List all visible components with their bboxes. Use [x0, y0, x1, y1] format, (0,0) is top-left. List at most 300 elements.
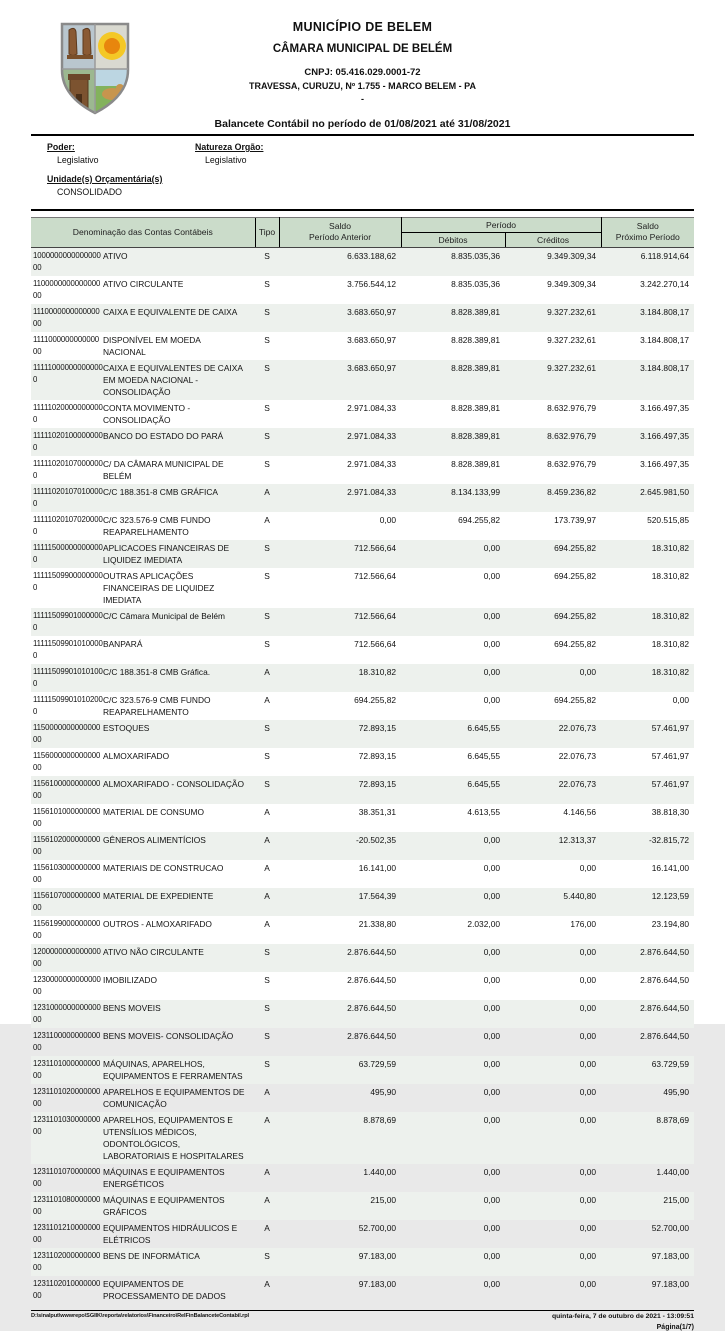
- cell-previous-balance: 694.255,82: [354, 694, 397, 705]
- cell-description: MÁQUINAS, APARELHOS, EQUIPAMENTOS E FERRAMENTAS: [103, 1058, 243, 1081]
- cell-type: A: [264, 486, 270, 497]
- cell-debits: 8.828.389,81: [451, 402, 501, 413]
- table-row: [31, 608, 694, 636]
- cell-debits: 8.828.389,81: [451, 458, 501, 469]
- table-row: [31, 456, 694, 484]
- cell-next-balance: 3.184.808,17: [640, 362, 690, 373]
- cell-next-balance: 3.184.808,17: [640, 306, 690, 317]
- cell-type: S: [264, 430, 270, 441]
- cell-debits: 8.134.133,99: [451, 486, 501, 497]
- cell-description: MÁQUINAS E EQUIPAMENTOS ENERGÉTICOS: [103, 1166, 225, 1189]
- cell-type: S: [264, 542, 270, 553]
- table-row: [31, 1164, 694, 1192]
- cell-next-balance: 6.118.914,64: [640, 250, 690, 261]
- cell-next-balance: 97.183,00: [651, 1278, 690, 1289]
- table-row: [31, 692, 694, 720]
- cell-account: 115610700000000000: [33, 890, 101, 912]
- cell-previous-balance: 8.878,69: [363, 1114, 397, 1125]
- cell-debits: 2.032,00: [467, 918, 501, 929]
- table-row: [31, 748, 694, 776]
- cell-debits: 0,00: [483, 1030, 501, 1041]
- cell-account: 111115099010101000: [33, 666, 103, 688]
- cell-type: S: [264, 1058, 270, 1069]
- cell-next-balance: 2.876.644,50: [640, 946, 690, 957]
- poder-label: Poder:: [47, 142, 75, 152]
- col-header-saldo-anterior: [279, 217, 401, 247]
- cell-credits: 4.146,56: [563, 806, 597, 817]
- cell-account: 123000000000000000: [33, 974, 101, 996]
- col-header-creditos: Créditos: [505, 232, 601, 247]
- cell-description: C/C Câmara Municipal de Belém: [103, 610, 225, 621]
- cell-next-balance: 8.878,69: [656, 1114, 690, 1125]
- cell-debits: 0,00: [483, 862, 501, 873]
- cell-account: 123110100000000000: [33, 1058, 101, 1080]
- cell-description: C/ DA CÂMARA MUNICIPAL DE BELÉM: [103, 458, 224, 481]
- table-row: [31, 247, 694, 276]
- cell-next-balance: 18.310,82: [651, 610, 690, 621]
- cell-description: ATIVO: [103, 250, 128, 261]
- cell-next-balance: 23.194,80: [651, 918, 690, 929]
- cell-credits: 8.459.236,82: [547, 486, 597, 497]
- cell-type: S: [264, 402, 270, 413]
- natureza-orgao-value: Legislativo: [205, 155, 247, 165]
- cell-previous-balance: 712.566,64: [354, 542, 397, 553]
- cell-debits: 0,00: [483, 1250, 501, 1261]
- address-text: TRAVESSA, CURUZU, Nº 1.755 - MARCO BELEM - PA: [249, 81, 476, 91]
- cell-account: 115610000000000000: [33, 778, 101, 800]
- cell-next-balance: 52.700,00: [651, 1222, 690, 1233]
- cell-credits: 694.255,82: [554, 570, 597, 581]
- cell-description: APARELHOS E EQUIPAMENTOS DE COMUNICAÇÃO: [103, 1086, 245, 1109]
- cell-credits: 694.255,82: [554, 694, 597, 705]
- table-row: [31, 276, 694, 304]
- cell-type: A: [264, 1278, 270, 1289]
- cell-debits: 6.645,55: [467, 750, 501, 761]
- cell-credits: 22.076,73: [558, 750, 597, 761]
- cell-description: MATERIAIS DE CONSTRUCAO: [103, 862, 224, 873]
- table-row: [31, 428, 694, 456]
- table-row: [31, 1248, 694, 1276]
- cell-debits: 0,00: [483, 1222, 501, 1233]
- cell-credits: 0,00: [579, 1166, 597, 1177]
- cell-previous-balance: 3.683.650,97: [347, 362, 397, 373]
- cell-debits: 0,00: [483, 1002, 501, 1013]
- cell-next-balance: 18.310,82: [651, 542, 690, 553]
- cell-previous-balance: 63.729,59: [358, 1058, 397, 1069]
- table-row: [31, 1028, 694, 1056]
- cell-credits: 8.632.976,79: [547, 430, 597, 441]
- cell-next-balance: 63.729,59: [651, 1058, 690, 1069]
- cell-credits: 9.349.309,34: [547, 250, 597, 261]
- table-row: [31, 360, 694, 400]
- cell-type: S: [264, 278, 270, 289]
- cell-debits: 8.828.389,81: [451, 430, 501, 441]
- cell-next-balance: 495,90: [663, 1086, 690, 1097]
- table-row: [31, 944, 694, 972]
- organization-name: CÂMARA MUNICIPAL DE BELÉM: [272, 43, 453, 55]
- cell-account: 115610300000000000: [33, 862, 101, 884]
- saldo-anterior-line1: Saldo: [329, 221, 351, 232]
- cell-credits: 0,00: [579, 1058, 597, 1069]
- cell-credits: 0,00: [579, 974, 597, 985]
- cell-account: 120000000000000000: [33, 946, 101, 968]
- table-row: [31, 332, 694, 360]
- table-row: [31, 636, 694, 664]
- cell-next-balance: 3.166.497,35: [640, 458, 690, 469]
- cell-previous-balance: 2.971.084,33: [347, 402, 397, 413]
- cell-previous-balance: 495,90: [370, 1086, 397, 1097]
- cell-next-balance: 12.123,59: [651, 890, 690, 901]
- cell-debits: 0,00: [483, 638, 501, 649]
- table-row: [31, 1112, 694, 1164]
- cell-debits: 0,00: [483, 1194, 501, 1205]
- cell-debits: 8.828.389,81: [451, 362, 501, 373]
- table-row: [31, 972, 694, 1000]
- cell-credits: 8.632.976,79: [547, 402, 597, 413]
- cell-description: ALMOXARIFADO: [103, 750, 170, 761]
- table-row: [31, 484, 694, 512]
- cell-type: S: [264, 722, 270, 733]
- cell-description: APLICACOES FINANCEIRAS DE LIQUIDEZ IMEDIATA: [103, 542, 230, 565]
- table-row: [31, 540, 694, 568]
- cell-account: 115600000000000000: [33, 750, 101, 772]
- cell-account: 111110200000000000: [33, 402, 103, 424]
- cell-next-balance: 97.183,00: [651, 1250, 690, 1261]
- cell-credits: 694.255,82: [554, 542, 597, 553]
- cell-account: 123110200000000000: [33, 1250, 101, 1272]
- cell-next-balance: 2.876.644,50: [640, 1002, 690, 1013]
- cell-previous-balance: -20.502,35: [355, 834, 397, 845]
- cell-debits: 0,00: [483, 1114, 501, 1125]
- cell-debits: 4.613,55: [467, 806, 501, 817]
- cell-debits: 0,00: [483, 1086, 501, 1097]
- unidades-orcamentarias-value: CONSOLIDADO: [57, 187, 123, 197]
- cell-type: S: [264, 570, 270, 581]
- cell-next-balance: 3.166.497,35: [640, 430, 690, 441]
- cell-description: EQUIPAMENTOS HIDRÁULICOS E ELÉTRICOS: [103, 1222, 238, 1245]
- cell-previous-balance: 17.564,39: [358, 890, 397, 901]
- table-row: [31, 400, 694, 428]
- cell-credits: 0,00: [579, 1114, 597, 1125]
- cell-previous-balance: 2.876.644,50: [347, 974, 397, 985]
- cell-account: 110000000000000000: [33, 278, 101, 300]
- cell-credits: 0,00: [579, 1002, 597, 1013]
- cell-next-balance: 38.818,30: [651, 806, 690, 817]
- cell-previous-balance: 712.566,64: [354, 638, 397, 649]
- cell-debits: 0,00: [483, 1166, 501, 1177]
- cell-account: 123110102000000000: [33, 1086, 101, 1108]
- cell-debits: 0,00: [483, 570, 501, 581]
- cell-description: ATIVO CIRCULANTE: [103, 278, 184, 289]
- cell-next-balance: 18.310,82: [651, 638, 690, 649]
- cell-debits: 0,00: [483, 834, 501, 845]
- cell-account: 115610100000000000: [33, 806, 101, 828]
- cell-next-balance: 3.242.270,14: [640, 278, 690, 289]
- table-row: [31, 888, 694, 916]
- cell-description: MATERIAL DE EXPEDIENTE: [103, 890, 214, 901]
- cell-account: 123110108000000000: [33, 1194, 101, 1216]
- cell-account: 111110000000000000: [33, 362, 103, 384]
- cell-description: OUTROS - ALMOXARIFADO: [103, 918, 212, 929]
- cell-previous-balance: 3.756.544,12: [347, 278, 397, 289]
- cell-credits: 694.255,82: [554, 638, 597, 649]
- cell-account: 111100000000000000: [33, 334, 100, 356]
- cell-description: BANPARÁ: [103, 638, 143, 649]
- cell-debits: 0,00: [483, 1058, 501, 1069]
- cell-credits: 9.349.309,34: [547, 278, 597, 289]
- cell-type: S: [264, 250, 270, 261]
- cell-type: S: [264, 610, 270, 621]
- cell-account: 111115099010102000: [33, 694, 103, 716]
- title-divider-rule: [31, 134, 694, 136]
- cell-next-balance: 57.461,97: [651, 750, 690, 761]
- cell-type: S: [264, 334, 270, 345]
- cell-type: A: [264, 834, 270, 845]
- cell-next-balance: 2.876.644,50: [640, 1030, 690, 1041]
- cell-description: C/C 188.351-8 CMB Gráfica.: [103, 666, 211, 677]
- cell-type: A: [264, 806, 270, 817]
- cell-description: ALMOXARIFADO - CONSOLIDAÇÃO: [103, 778, 245, 789]
- cell-previous-balance: 6.633.188,62: [347, 250, 397, 261]
- cell-type: S: [264, 458, 270, 469]
- table-row: [31, 1000, 694, 1028]
- cell-next-balance: 57.461,97: [651, 778, 690, 789]
- col-header-tipo: Tipo: [255, 217, 279, 247]
- table-row: [31, 1056, 694, 1084]
- table-row: [31, 720, 694, 748]
- report-file-path: D:\sinalput\wwwrepo\SGIIK\reporta\relatorios\Financeiro\RelFinBalanceteContabil.rpl: [31, 1313, 249, 1320]
- cell-previous-balance: 215,00: [370, 1194, 397, 1205]
- natureza-orgao-label: Natureza Orgão:: [195, 142, 264, 152]
- cell-previous-balance: 21.338,80: [358, 918, 397, 929]
- cell-description: OUTRAS APLICAÇÕES FINANCEIRAS DE LIQUIDEZ IMEDIATA: [103, 570, 215, 605]
- cell-account: 123110103000000000: [33, 1114, 101, 1136]
- page-number: Página(1/7): [656, 1324, 694, 1331]
- cell-next-balance: 2.876.644,50: [640, 974, 690, 985]
- cell-type: S: [264, 778, 270, 789]
- cell-previous-balance: 97.183,00: [358, 1278, 397, 1289]
- cell-previous-balance: 97.183,00: [358, 1250, 397, 1261]
- cell-description: CONTA MOVIMENTO - CONSOLIDAÇÃO: [103, 402, 191, 425]
- cell-debits: 0,00: [483, 1278, 501, 1289]
- cell-debits: 0,00: [483, 694, 501, 705]
- cell-credits: 0,00: [579, 862, 597, 873]
- cell-debits: 6.645,55: [467, 778, 501, 789]
- cell-credits: 9.327.232,61: [547, 306, 597, 317]
- cell-account: 115619900000000000: [33, 918, 101, 940]
- cell-description: BENS DE INFORMÁTICA: [103, 1250, 200, 1261]
- report-meta: [47, 142, 694, 197]
- cell-previous-balance: 38.351,31: [358, 806, 397, 817]
- cell-previous-balance: 72.893,15: [358, 722, 397, 733]
- cell-debits: 8.835.035,36: [451, 278, 501, 289]
- cell-account: 123100000000000000: [33, 1002, 101, 1024]
- cell-credits: 694.255,82: [554, 610, 597, 621]
- cell-credits: 9.327.232,61: [547, 362, 597, 373]
- accounts-table: [31, 217, 694, 1304]
- cell-next-balance: 1.440,00: [656, 1166, 690, 1177]
- cell-next-balance: 0,00: [672, 694, 690, 705]
- cell-credits: 8.632.976,79: [547, 458, 597, 469]
- cell-account: 100000000000000000: [33, 250, 101, 272]
- cell-type: S: [264, 1002, 270, 1013]
- cell-type: A: [264, 1114, 270, 1125]
- table-row: [31, 512, 694, 540]
- cell-credits: 0,00: [579, 1222, 597, 1233]
- footer-rule: [31, 1310, 694, 1312]
- unidades-orcamentarias-label: Unidade(s) Orçamentária(s): [47, 174, 163, 184]
- cell-account: 123110121000000000: [33, 1222, 101, 1244]
- cell-account: 115000000000000000: [33, 722, 101, 744]
- cell-account: 111115099010100000: [33, 638, 103, 660]
- cell-description: EQUIPAMENTOS DE PROCESSAMENTO DE DADOS: [103, 1278, 226, 1301]
- cell-next-balance: 18.310,82: [651, 666, 690, 677]
- cell-account: 123110201000000000: [33, 1278, 101, 1300]
- cell-debits: 0,00: [483, 666, 501, 677]
- cell-previous-balance: 52.700,00: [358, 1222, 397, 1233]
- cell-previous-balance: 2.971.084,33: [347, 430, 397, 441]
- cell-account: 111115000000000000: [33, 542, 103, 564]
- document-header: [0, 0, 725, 136]
- col-header-debitos: Débitos: [401, 232, 505, 247]
- cell-debits: 8.828.389,81: [451, 334, 501, 345]
- cell-type: A: [264, 666, 270, 677]
- cell-account: 111115099010000000: [33, 610, 103, 632]
- accounts-table-body: [31, 247, 694, 1304]
- saldo-proximo-line1: Saldo: [636, 221, 659, 232]
- cell-type: S: [264, 946, 270, 957]
- cell-account: 123110107000000000: [33, 1166, 101, 1188]
- generated-datetime: quinta-feira, 7 de outubro de 2021 - 13:09:51: [551, 1313, 694, 1321]
- cell-account: 115610200000000000: [33, 834, 101, 856]
- cell-credits: 9.327.232,61: [547, 334, 597, 345]
- cell-previous-balance: 72.893,15: [358, 750, 397, 761]
- cell-debits: 8.835.035,36: [451, 250, 501, 261]
- cell-type: S: [264, 1250, 270, 1261]
- cell-next-balance: 520.515,85: [647, 514, 690, 525]
- poder-value: Legislativo: [57, 155, 99, 165]
- cell-type: A: [264, 1222, 270, 1233]
- cell-type: S: [264, 974, 270, 985]
- municipality-name: MUNICÍPIO DE BELEM: [292, 20, 433, 34]
- accounts-table-header: [31, 217, 694, 247]
- cell-previous-balance: 712.566,64: [354, 610, 397, 621]
- address-line2: -: [361, 94, 364, 104]
- cell-account: 123110000000000000: [33, 1030, 101, 1052]
- cell-type: A: [264, 918, 270, 929]
- cell-description: MATERIAL DE CONSUMO: [103, 806, 204, 817]
- col-header-periodo: Período: [401, 217, 601, 232]
- cell-credits: 22.076,73: [558, 722, 597, 733]
- cell-description: IMOBILIZADO: [103, 974, 157, 985]
- cell-description: ATIVO NÃO CIRCULANTE: [103, 946, 204, 957]
- cell-description: CAIXA E EQUIVALENTE DE CAIXA: [103, 306, 238, 317]
- cell-debits: 0,00: [483, 890, 501, 901]
- table-row: [31, 776, 694, 804]
- cell-credits: 176,00: [570, 918, 597, 929]
- cell-debits: 0,00: [483, 542, 501, 553]
- belem-coat-of-arms-icon: [56, 20, 134, 118]
- table-row: [31, 804, 694, 832]
- cell-previous-balance: 72.893,15: [358, 778, 397, 789]
- cell-credits: 173.739,97: [554, 514, 597, 525]
- cell-previous-balance: 18.310,82: [358, 666, 397, 677]
- cell-credits: 0,00: [579, 1278, 597, 1289]
- cell-next-balance: 3.166.497,35: [640, 402, 690, 413]
- cell-previous-balance: 3.683.650,97: [347, 306, 397, 317]
- cell-previous-balance: 2.971.084,33: [347, 486, 397, 497]
- cell-description: APARELHOS, EQUIPAMENTOS E UTENSÍLIOS MÉDICOS, ODONTOLÓGICOS, LABORATORIAIS E HOSPITALARES: [103, 1114, 244, 1161]
- cell-account: 111110201070200000: [33, 514, 103, 536]
- table-row: [31, 568, 694, 608]
- cell-debits: 0,00: [483, 946, 501, 957]
- cell-description: GÊNEROS ALIMENTÍCIOS: [103, 834, 206, 845]
- cell-description: ESTOQUES: [103, 722, 150, 733]
- cell-debits: 694.255,82: [458, 514, 501, 525]
- cell-credits: 0,00: [579, 1030, 597, 1041]
- cell-next-balance: 215,00: [663, 1194, 690, 1205]
- cell-previous-balance: 3.683.650,97: [347, 334, 397, 345]
- cell-account: 111110201070000000: [33, 458, 103, 480]
- table-top-rule: [31, 209, 694, 211]
- cell-next-balance: 3.184.808,17: [640, 334, 690, 345]
- cell-type: A: [264, 1166, 270, 1177]
- cell-credits: 22.076,73: [558, 778, 597, 789]
- table-row: [31, 1084, 694, 1112]
- cell-next-balance: 57.461,97: [651, 722, 690, 733]
- cell-credits: 0,00: [579, 666, 597, 677]
- cell-description: BENS MOVEIS- CONSOLIDAÇÃO: [103, 1030, 234, 1041]
- table-row: [31, 1220, 694, 1248]
- cell-next-balance: 16.141,00: [651, 862, 690, 873]
- cell-next-balance: 18.310,82: [651, 570, 690, 581]
- cell-next-balance: 2.645.981,50: [640, 486, 690, 497]
- cell-previous-balance: 1.440,00: [363, 1166, 397, 1177]
- cell-account: 111110201000000000: [33, 430, 103, 452]
- table-row: [31, 832, 694, 860]
- cell-debits: 0,00: [483, 610, 501, 621]
- report-title: Balancete Contábil no período de 01/08/2021 até 31/08/2021: [214, 118, 511, 130]
- cell-credits: 0,00: [579, 946, 597, 957]
- saldo-proximo-line2: Próximo Período: [615, 232, 680, 243]
- table-row: [31, 304, 694, 332]
- cell-type: A: [264, 514, 270, 525]
- cell-account: 111115099000000000: [33, 570, 103, 592]
- table-row: [31, 1192, 694, 1220]
- cell-type: A: [264, 1086, 270, 1097]
- cell-previous-balance: 712.566,64: [354, 570, 397, 581]
- col-header-saldo-proximo: [601, 217, 694, 247]
- cell-type: S: [264, 1030, 270, 1041]
- cell-previous-balance: 16.141,00: [358, 862, 397, 873]
- cell-previous-balance: 2.971.084,33: [347, 458, 397, 469]
- cell-debits: 8.828.389,81: [451, 306, 501, 317]
- cell-type: A: [264, 890, 270, 901]
- cell-next-balance: -32.815,72: [648, 834, 690, 845]
- cell-debits: 6.645,55: [467, 722, 501, 733]
- cell-description: BANCO DO ESTADO DO PARÁ: [103, 430, 224, 441]
- cell-description: CAIXA E EQUIVALENTES DE CAIXA EM MOEDA NACIONAL - CONSOLIDAÇÃO: [103, 362, 243, 397]
- table-row: [31, 664, 694, 692]
- col-header-denominacao: Denominação das Contas Contábeis: [31, 217, 255, 247]
- cell-account: 111110201070100000: [33, 486, 103, 508]
- table-row: [31, 1276, 694, 1304]
- cell-credits: 0,00: [579, 1194, 597, 1205]
- report-footer: [31, 1310, 694, 1331]
- saldo-anterior-line2: Período Anterior: [308, 232, 372, 243]
- cell-type: S: [264, 306, 270, 317]
- cell-previous-balance: 2.876.644,50: [347, 1002, 397, 1013]
